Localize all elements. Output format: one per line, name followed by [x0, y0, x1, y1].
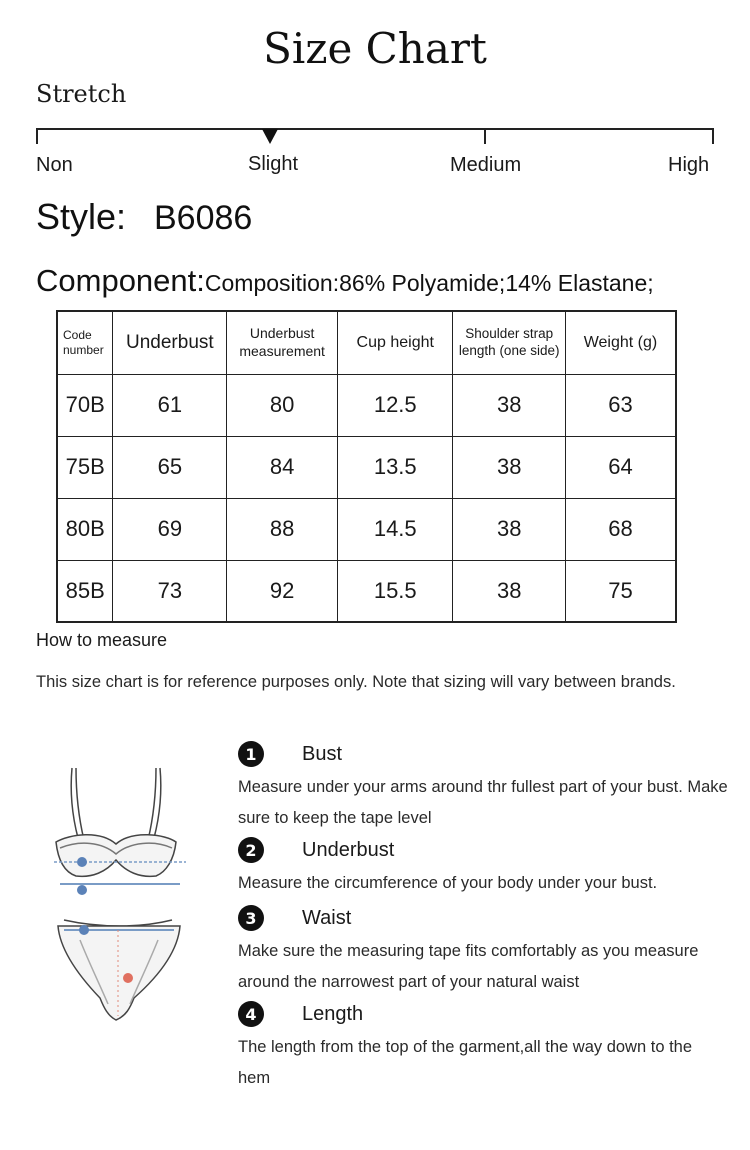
measure-item-bust: [238, 740, 728, 834]
table-cell: 38: [453, 498, 566, 560]
table-cell: 38: [453, 436, 566, 498]
table-row: [57, 374, 676, 436]
stretch-label: Stretch: [36, 80, 127, 108]
component-line: [36, 263, 654, 299]
table-cell: 38: [453, 374, 566, 436]
table-cell: 63: [565, 374, 676, 436]
size-table: [56, 310, 677, 623]
number-3-icon: 3: [238, 905, 264, 931]
table-row: [57, 498, 676, 560]
table-cell: 13.5: [338, 436, 453, 498]
table-cell: 75: [565, 560, 676, 622]
page-title: Size Chart: [263, 24, 487, 73]
number-4-icon: 4: [238, 1001, 264, 1027]
measure-desc-bust: Measure under your arms around thr fullest part of your bust. Make sure to keep the tape level: [238, 778, 728, 827]
table-cell: 14.5: [338, 498, 453, 560]
stretch-level-slight: Slight: [248, 153, 299, 175]
measure-title-underbust: Underbust: [302, 838, 395, 861]
table-row: [57, 436, 676, 498]
measure-item-length: [238, 1000, 728, 1094]
stretch-tick-non: [36, 128, 38, 144]
measure-item-waist: [238, 904, 728, 998]
table-cell: 68: [565, 498, 676, 560]
table-cell: 61: [113, 374, 227, 436]
style-label: Style:: [36, 196, 127, 237]
stretch-level-medium: Medium: [450, 154, 522, 176]
stretch-selected-marker-icon: [262, 129, 278, 144]
table-cell: 64: [565, 436, 676, 498]
component-label: Component:: [36, 263, 205, 298]
table-cell-size: 75B: [57, 436, 113, 498]
stretch-level-non: Non: [36, 154, 73, 176]
number-2-icon: 2: [238, 837, 264, 863]
style-value: B6086: [154, 199, 253, 237]
measure-desc-underbust: Measure the circumference of your body under your bust.: [238, 874, 658, 892]
component-value: Composition:86% Polyamide;14% Elastane;: [204, 270, 654, 296]
measure-desc-length: The length from the top of the garment,all the way down to the hem: [238, 1038, 693, 1087]
table-cell: 38: [453, 560, 566, 622]
header-weight: Weight (g): [565, 311, 676, 374]
table-header-row: [57, 311, 676, 374]
table-cell: 88: [227, 498, 338, 560]
table-cell: 65: [113, 436, 227, 498]
measure-title-bust: Bust: [302, 742, 343, 765]
header-code-number: Code number: [57, 311, 113, 374]
measure-desc-waist: Make sure the measuring tape fits comfortably as you measure around the narrowest part of your natural waist: [238, 942, 699, 991]
table-cell: 92: [227, 560, 338, 622]
stretch-scale: [36, 126, 714, 150]
table-row: [57, 560, 676, 622]
table-cell: 69: [113, 498, 227, 560]
table-cell-size: 80B: [57, 498, 113, 560]
stretch-tick-high: [712, 128, 714, 144]
number-1-icon: 1: [238, 741, 264, 767]
table-cell: 84: [227, 436, 338, 498]
disclaimer-text: This size chart is for reference purposes only. Note that sizing will vary between brands.: [36, 673, 676, 691]
header-underbust: Underbust: [113, 311, 227, 374]
measure-title-waist: Waist: [302, 906, 352, 929]
table-cell: 80: [227, 374, 338, 436]
bikini-measurement-illustration: [50, 760, 200, 1035]
table-cell: 15.5: [338, 560, 453, 622]
stretch-tick-medium: [484, 128, 486, 144]
table-cell: 73: [113, 560, 227, 622]
stretch-scale-line: [36, 128, 714, 130]
header-shoulder-strap: Shoulder strap length (one side): [453, 311, 566, 374]
how-to-measure-heading: How to measure: [36, 630, 168, 650]
table-cell-size: 70B: [57, 374, 113, 436]
table-cell-size: 85B: [57, 560, 113, 622]
stretch-level-high: High: [668, 154, 710, 176]
header-underbust-measurement: Underbust measurement: [227, 311, 338, 374]
measure-title-length: Length: [302, 1002, 364, 1025]
measure-item-underbust: [238, 836, 728, 899]
table-cell: 12.5: [338, 374, 453, 436]
header-cup-height: Cup height: [338, 311, 453, 374]
